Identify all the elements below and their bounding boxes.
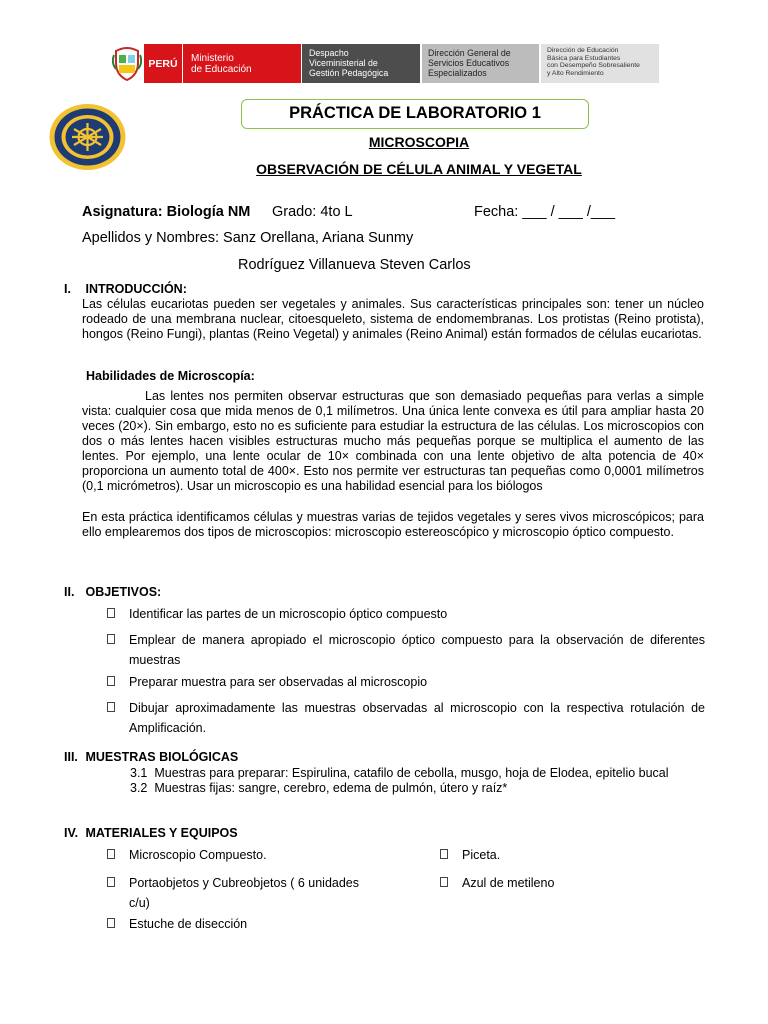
- objetivo-item: [107, 604, 705, 624]
- material-text: Portaobjetos y Cubreobjetos ( 6 unidades c/u): [129, 876, 360, 910]
- muestra-text: Muestras fijas: sangre, cerebro, edema de pulmón, útero y raíz*: [154, 781, 508, 795]
- section-title: MATERIALES Y EQUIPOS: [85, 826, 238, 840]
- objetivo-text: Emplear de manera apropiado el microscopio óptico compuesto para la observación de diferentes muestras: [129, 633, 705, 667]
- introduccion-text: Las células eucariotas pueden ser vegetales y animales. Sus características principales son: tener un núcleo rodeado de una membrana nuclear, citoesqueleto, sistema de endomembranas. Los protistas (Reino protista), hongos (Reino Fungi), plantas (Reino Vegetal) y animales (Reino Animal) están formados de células eucariotas.: [82, 297, 704, 341]
- ministerio-block: [182, 44, 301, 83]
- material-item: [107, 914, 367, 934]
- direccion-educacion-block: [541, 44, 659, 83]
- section-muestras-heading: [64, 750, 238, 764]
- dg-line-1: Dirección General de: [428, 48, 511, 58]
- asignatura-label: Asignatura: Biología NM: [82, 204, 251, 220]
- material-item: [107, 873, 367, 913]
- material-text: Azul de metileno: [462, 876, 555, 890]
- bullet-box-icon: [107, 877, 115, 887]
- despacho-line-1: Despacho: [309, 48, 349, 58]
- material-item: [107, 845, 367, 865]
- section-number: I.: [64, 282, 71, 296]
- de-line-1: Dirección de Educación: [547, 47, 619, 54]
- fecha-label: Fecha: ___ / ___ /___: [474, 204, 616, 220]
- de-line-3: con Desempeño Sobresaliente: [547, 62, 640, 69]
- bullet-box-icon: [107, 849, 115, 859]
- despacho-block: [302, 44, 420, 83]
- dg-line-2: Servicios Educativos: [428, 58, 510, 68]
- muestra-number: 3.1: [130, 766, 148, 780]
- muestra-number: 3.2: [130, 781, 148, 795]
- objetivo-item: [107, 672, 705, 692]
- header-banner: [110, 44, 659, 83]
- section-materiales-heading: [64, 826, 238, 840]
- section-number: III.: [64, 750, 78, 764]
- objetivo-text: Dibujar aproximadamente las muestras observadas al microscopio con la respectiva rotulación de Amplificación.: [129, 701, 705, 735]
- page-title: PRÁCTICA DE LABORATORIO 1: [241, 99, 589, 129]
- muestra-item: [130, 766, 669, 781]
- bullet-box-icon: [107, 676, 115, 686]
- ministerio-line-1: Ministerio: [191, 53, 234, 64]
- section-objetivos-heading: [64, 585, 161, 599]
- bullet-box-icon: [107, 918, 115, 928]
- objetivo-item: [107, 630, 705, 670]
- peru-badge: PERÚ: [144, 44, 182, 83]
- section-title: OBJETIVOS:: [85, 585, 162, 599]
- bullet-box-icon: [440, 849, 448, 859]
- habilidades-text: Las lentes nos permiten observar estructuras que son demasiado pequeñas para verlas a simple vista: cualquier cosa que mida menos de 0,1 milímetros. Una única lente convexa es útil para ampliar hasta 20 veces (20×). Sin embargo, esto no es suficiente para estudiar la estructura de las células. Los microscopios con dos o más lentes hacen visibles estructuras mucho más pequeñas porque se multiplica el aumento de las lentes. Por ejemplo, una lente ocular de 10× combinada con una lente objetivo de alta potencia de 40× proporciona un aumento total de 400×. Esto nos permite ver estructuras tan pequeñas como 0,0001 milímetros (0,1 micrómetros). Usar un microscopio es una habilidad esencial para los biólogos: [82, 389, 704, 493]
- bullet-box-icon: [107, 608, 115, 618]
- nombres-line-1: Apellidos y Nombres: Sanz Orellana, Ariana Sunmy: [82, 230, 414, 246]
- material-item: [440, 873, 640, 893]
- de-line-2: Básica para Estudiantes: [547, 54, 621, 62]
- material-text: Piceta.: [462, 848, 501, 862]
- dg-line-3: Especializados: [428, 68, 487, 78]
- de-line-4: y Alto Rendimiento: [547, 69, 604, 77]
- subtitle-microscopia: MICROSCOPIA: [368, 134, 470, 150]
- muestra-text: Muestras para preparar: Espirulina, catafilo de cebolla, musgo, hoja de Elodea, epitelio bucal: [154, 766, 669, 780]
- bullet-box-icon: [107, 634, 115, 644]
- grado-label: Grado: 4to L: [272, 204, 353, 220]
- section-number: II.: [64, 585, 75, 599]
- bullet-box-icon: [107, 702, 115, 712]
- section-introduccion-heading: [64, 282, 187, 296]
- muestra-item: [130, 781, 507, 796]
- bullet-box-icon: [440, 877, 448, 887]
- habilidades-heading: Habilidades de Microscopía:: [86, 369, 255, 383]
- objetivo-text: Preparar muestra para ser observadas al microscopio: [129, 675, 428, 689]
- peru-coat-of-arms-icon: [110, 44, 144, 83]
- section-number: IV.: [64, 826, 79, 840]
- material-text: Microscopio Compuesto.: [129, 848, 267, 862]
- despacho-line-3: Gestión Pedagógica: [309, 68, 389, 78]
- objetivo-text: Identificar las partes de un microscopio óptico compuesto: [129, 607, 448, 621]
- ministerio-line-2: de Educación: [191, 64, 252, 75]
- material-text: Estuche de disección: [129, 917, 248, 931]
- section-title: INTRODUCCIÓN:: [85, 282, 187, 296]
- subtitle-observacion: OBSERVACIÓN DE CÉLULA ANIMAL Y VEGETAL: [256, 161, 582, 177]
- direccion-general-block: [422, 44, 539, 83]
- section-title: MUESTRAS BIOLÓGICAS: [85, 750, 239, 764]
- material-item: [440, 845, 640, 865]
- nombres-line-2: Rodríguez Villanueva Steven Carlos: [238, 257, 471, 273]
- objetivo-item: [107, 698, 705, 738]
- despacho-line-2: Viceministerial de: [309, 58, 378, 68]
- practica-text: En esta práctica identificamos células y muestras varias de tejidos vegetales y seres vivos microscópicos; para ello emplearemos dos tipos de microscopios: microscopio estereoscópico y microscopio óptico compuesto.: [82, 510, 704, 539]
